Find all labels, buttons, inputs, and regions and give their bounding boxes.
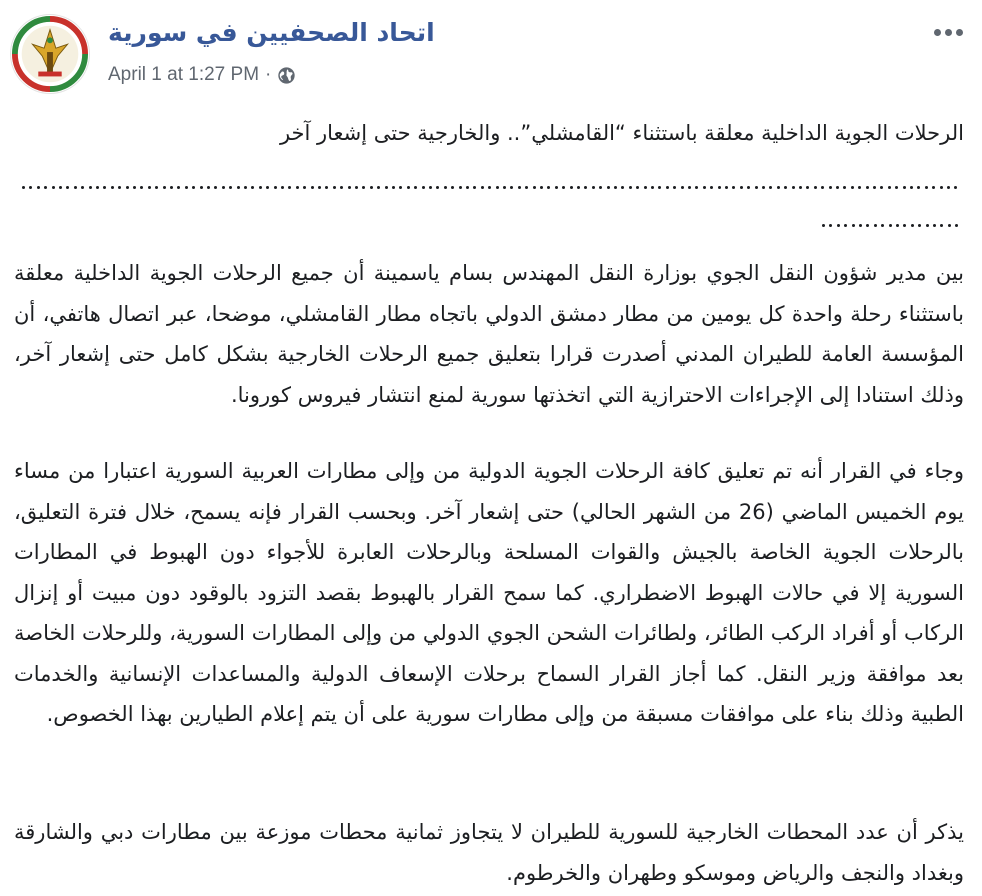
post-paragraph: بين مدير شؤون النقل الجوي بوزارة النقل المهندس بسام ياسمينة أن جميع الرحلات الجوية الداخلية معلقة باستثناء رحلة واحدة كل يومين من مطار دمشق الدولي باتجاه مطار القامشلي، موضحا، عبر اتصال هاتفي، أن المؤسسة العامة للطيران المدني أصدرت قرارا بتعليق جميع الرحلات الخارجية بشكل كامل حتى إشعار آخر، وذلك استنادا إلى الإجراءات الاحترازية التي اتخذتها سورية لمنع انتشار فيروس كورونا. <box>14 261 964 407</box>
divider-dot <box>399 186 402 189</box>
divider-dot <box>81 186 84 189</box>
divider-dot <box>244 186 247 189</box>
divider-dot <box>629 186 632 189</box>
divider-dot <box>874 224 877 227</box>
divider-dot <box>710 186 713 189</box>
divider-dot <box>296 186 299 189</box>
globe-icon[interactable] <box>277 66 296 85</box>
divider-dot <box>103 186 106 189</box>
divider-line <box>22 186 962 192</box>
divider-dot <box>370 186 373 189</box>
divider-dot <box>133 186 136 189</box>
divider-dot <box>725 186 728 189</box>
divider-dot <box>896 224 899 227</box>
divider-dot <box>658 186 661 189</box>
divider-dot <box>673 186 676 189</box>
divider-dot <box>926 224 929 227</box>
divider-dot <box>777 186 780 189</box>
divider-dot <box>496 186 499 189</box>
divider-dot <box>837 224 840 227</box>
divider-dot <box>444 186 447 189</box>
divider-dot <box>281 186 284 189</box>
divider-dot <box>592 186 595 189</box>
divider-dot <box>940 224 943 227</box>
more-dot-icon <box>934 29 941 36</box>
divider-dot <box>392 186 395 189</box>
divider-dot <box>52 186 55 189</box>
divider-dot <box>910 186 913 189</box>
divider-dot <box>607 186 610 189</box>
union-logo-icon <box>11 15 89 93</box>
divider-dot <box>703 186 706 189</box>
divider-dot <box>747 186 750 189</box>
divider-dot <box>422 186 425 189</box>
divider-dot <box>851 186 854 189</box>
divider-dot <box>340 186 343 189</box>
divider-dot <box>407 186 410 189</box>
divider-dot <box>651 186 654 189</box>
divider-dot <box>126 186 129 189</box>
divider-dot <box>806 186 809 189</box>
divider-dot <box>695 186 698 189</box>
divider-dot <box>29 186 32 189</box>
divider-dot <box>822 224 825 227</box>
divider-dot <box>866 186 869 189</box>
more-dot-icon <box>945 29 952 36</box>
divider-dot <box>148 186 151 189</box>
divider-dot <box>37 186 40 189</box>
divider-dot <box>903 186 906 189</box>
divider-dot <box>459 186 462 189</box>
divider-dot <box>911 224 914 227</box>
divider-dot <box>584 186 587 189</box>
divider-dot <box>844 224 847 227</box>
divider-dot <box>466 186 469 189</box>
divider-dot <box>362 186 365 189</box>
post-meta <box>108 62 296 88</box>
divider-dot <box>570 186 573 189</box>
divider-dot <box>829 224 832 227</box>
divider-dot <box>940 186 943 189</box>
divider-dot <box>954 186 957 189</box>
post-timestamp[interactable]: April 1 at 1:27 PM <box>108 64 260 85</box>
divider-dot <box>96 186 99 189</box>
divider-dot <box>503 186 506 189</box>
divider-dot <box>303 186 306 189</box>
meta-separator: · <box>265 64 272 85</box>
divider-dot <box>821 186 824 189</box>
divider-dot <box>311 186 314 189</box>
divider-dot <box>222 186 225 189</box>
divider-dot <box>836 186 839 189</box>
divider-dot <box>251 186 254 189</box>
divider-dot <box>414 186 417 189</box>
divider-dot <box>140 186 143 189</box>
divider-dot <box>881 224 884 227</box>
divider-dot <box>170 186 173 189</box>
divider-dot <box>377 186 380 189</box>
divider-dot <box>932 186 935 189</box>
divider-dot <box>948 224 951 227</box>
divider-dot <box>510 186 513 189</box>
divider-dot <box>163 186 166 189</box>
divider-dot <box>843 186 846 189</box>
divider-dot <box>22 186 25 189</box>
divider-dot <box>829 186 832 189</box>
divider-dot <box>681 186 684 189</box>
divider-dot <box>177 186 180 189</box>
divider-dot <box>155 186 158 189</box>
divider-dot <box>185 186 188 189</box>
divider-dot <box>888 186 891 189</box>
divider-dot <box>533 186 536 189</box>
more-options-button[interactable] <box>928 20 968 44</box>
divider-dot <box>599 186 602 189</box>
divider-dot <box>540 186 543 189</box>
divider-dot <box>814 186 817 189</box>
divider-dot <box>200 186 203 189</box>
divider-dot <box>118 186 121 189</box>
divider-dot <box>866 224 869 227</box>
divider-dot <box>859 224 862 227</box>
divider-dot <box>518 186 521 189</box>
divider-dot <box>799 186 802 189</box>
divider-dot <box>688 186 691 189</box>
divider-dot <box>784 186 787 189</box>
divider-dot <box>547 186 550 189</box>
divider-dot <box>577 186 580 189</box>
divider-dot <box>451 186 454 189</box>
divider-dot <box>59 186 62 189</box>
divider-dot <box>555 186 558 189</box>
divider-dot <box>488 186 491 189</box>
divider-dot <box>74 186 77 189</box>
divider-dot <box>325 186 328 189</box>
divider-dot <box>473 186 476 189</box>
divider-dot <box>955 224 958 227</box>
divider-dot <box>769 186 772 189</box>
divider-dot <box>732 186 735 189</box>
divider-dot <box>933 224 936 227</box>
divider-dot <box>89 186 92 189</box>
divider-dot <box>237 186 240 189</box>
divider-dot <box>740 186 743 189</box>
divider-dot <box>192 186 195 189</box>
divider-dot <box>266 186 269 189</box>
page-name-link[interactable]: اتحاد الصحفيين في سورية <box>108 18 435 47</box>
divider-dot <box>562 186 565 189</box>
divider-dot <box>880 186 883 189</box>
divider-dot <box>718 186 721 189</box>
divider-dot <box>636 186 639 189</box>
divider-dot <box>614 186 617 189</box>
divider-dot <box>436 186 439 189</box>
divider-dot <box>288 186 291 189</box>
divider-dot <box>348 186 351 189</box>
divider-dot <box>762 186 765 189</box>
divider-dot <box>895 186 898 189</box>
divider-dot <box>873 186 876 189</box>
divider-dot <box>274 186 277 189</box>
divider-dot <box>481 186 484 189</box>
divider-dot <box>66 186 69 189</box>
divider-dot <box>621 186 624 189</box>
divider-dot <box>755 186 758 189</box>
post-paragraph: يذكر أن عدد المحطات الخارجية للسورية للطيران لا يتجاوز ثمانية محطات موزعة بين مطارات دبي والشارقة وبغداد والنجف والرياض وموسكو وطهران والخرطوم. <box>14 820 964 885</box>
divider-dot <box>858 186 861 189</box>
divider-dot <box>644 186 647 189</box>
divider-dot <box>917 186 920 189</box>
divider-dot <box>111 186 114 189</box>
divider-dot <box>385 186 388 189</box>
page-avatar[interactable] <box>10 14 90 94</box>
divider-dot <box>318 186 321 189</box>
divider-dot <box>214 186 217 189</box>
divider-dot <box>792 186 795 189</box>
divider-dot <box>918 224 921 227</box>
divider-dot <box>666 186 669 189</box>
divider-dot <box>44 186 47 189</box>
post-paragraph: وجاء في القرار أنه تم تعليق كافة الرحلات الجوية الدولية من وإلى مطارات العربية السورية اعتبارا من مساء يوم الخميس الماضي (26 من الشهر الحالي) حتى إشعار آخر. وبحسب القرار فإنه يسمح، خلال فترة التعليق، بالرحلات الجوية الخاصة بالجيش والقوات المسلحة وبالرحلات العابرة للأجواء دون الهبوط في المطارات السورية إلا في حالات الهبوط الاضطراري. كما سمح القرار بالهبوط بقصد التزود بالوقود دون مبيت أو إنزال الركاب أو أفراد الركب الطائر، ولطائرات الشحن الجوي الدولي من وإلى المطارات السورية، وللرحلات الخاصة بعد موافقة وزير النقل. كما أجاز القرار السماح برحلات الإسعاف الدولية والمساعدات الإنسانية والخدمات الطبية وذلك بناء على موافقات مسبقة من وإلى مطارات سورية على أن يتم إعلام الطيارين بهذا الخصوص. <box>14 459 964 726</box>
divider-dot <box>852 224 855 227</box>
divider-dot <box>259 186 262 189</box>
divider-dot <box>229 186 232 189</box>
divider-dot <box>947 186 950 189</box>
divider-dot <box>525 186 528 189</box>
divider-dot <box>925 186 928 189</box>
dotted-divider <box>0 172 964 232</box>
divider-dot <box>333 186 336 189</box>
divider-line <box>822 224 962 230</box>
divider-dot <box>903 224 906 227</box>
divider-dot <box>207 186 210 189</box>
divider-dot <box>429 186 432 189</box>
post-title: الرحلات الجوية الداخلية معلقة باستثناء “القامشلي”.. والخارجية حتى إشعار آخر <box>279 121 964 145</box>
divider-dot <box>355 186 358 189</box>
more-dot-icon <box>956 29 963 36</box>
divider-dot <box>889 224 892 227</box>
